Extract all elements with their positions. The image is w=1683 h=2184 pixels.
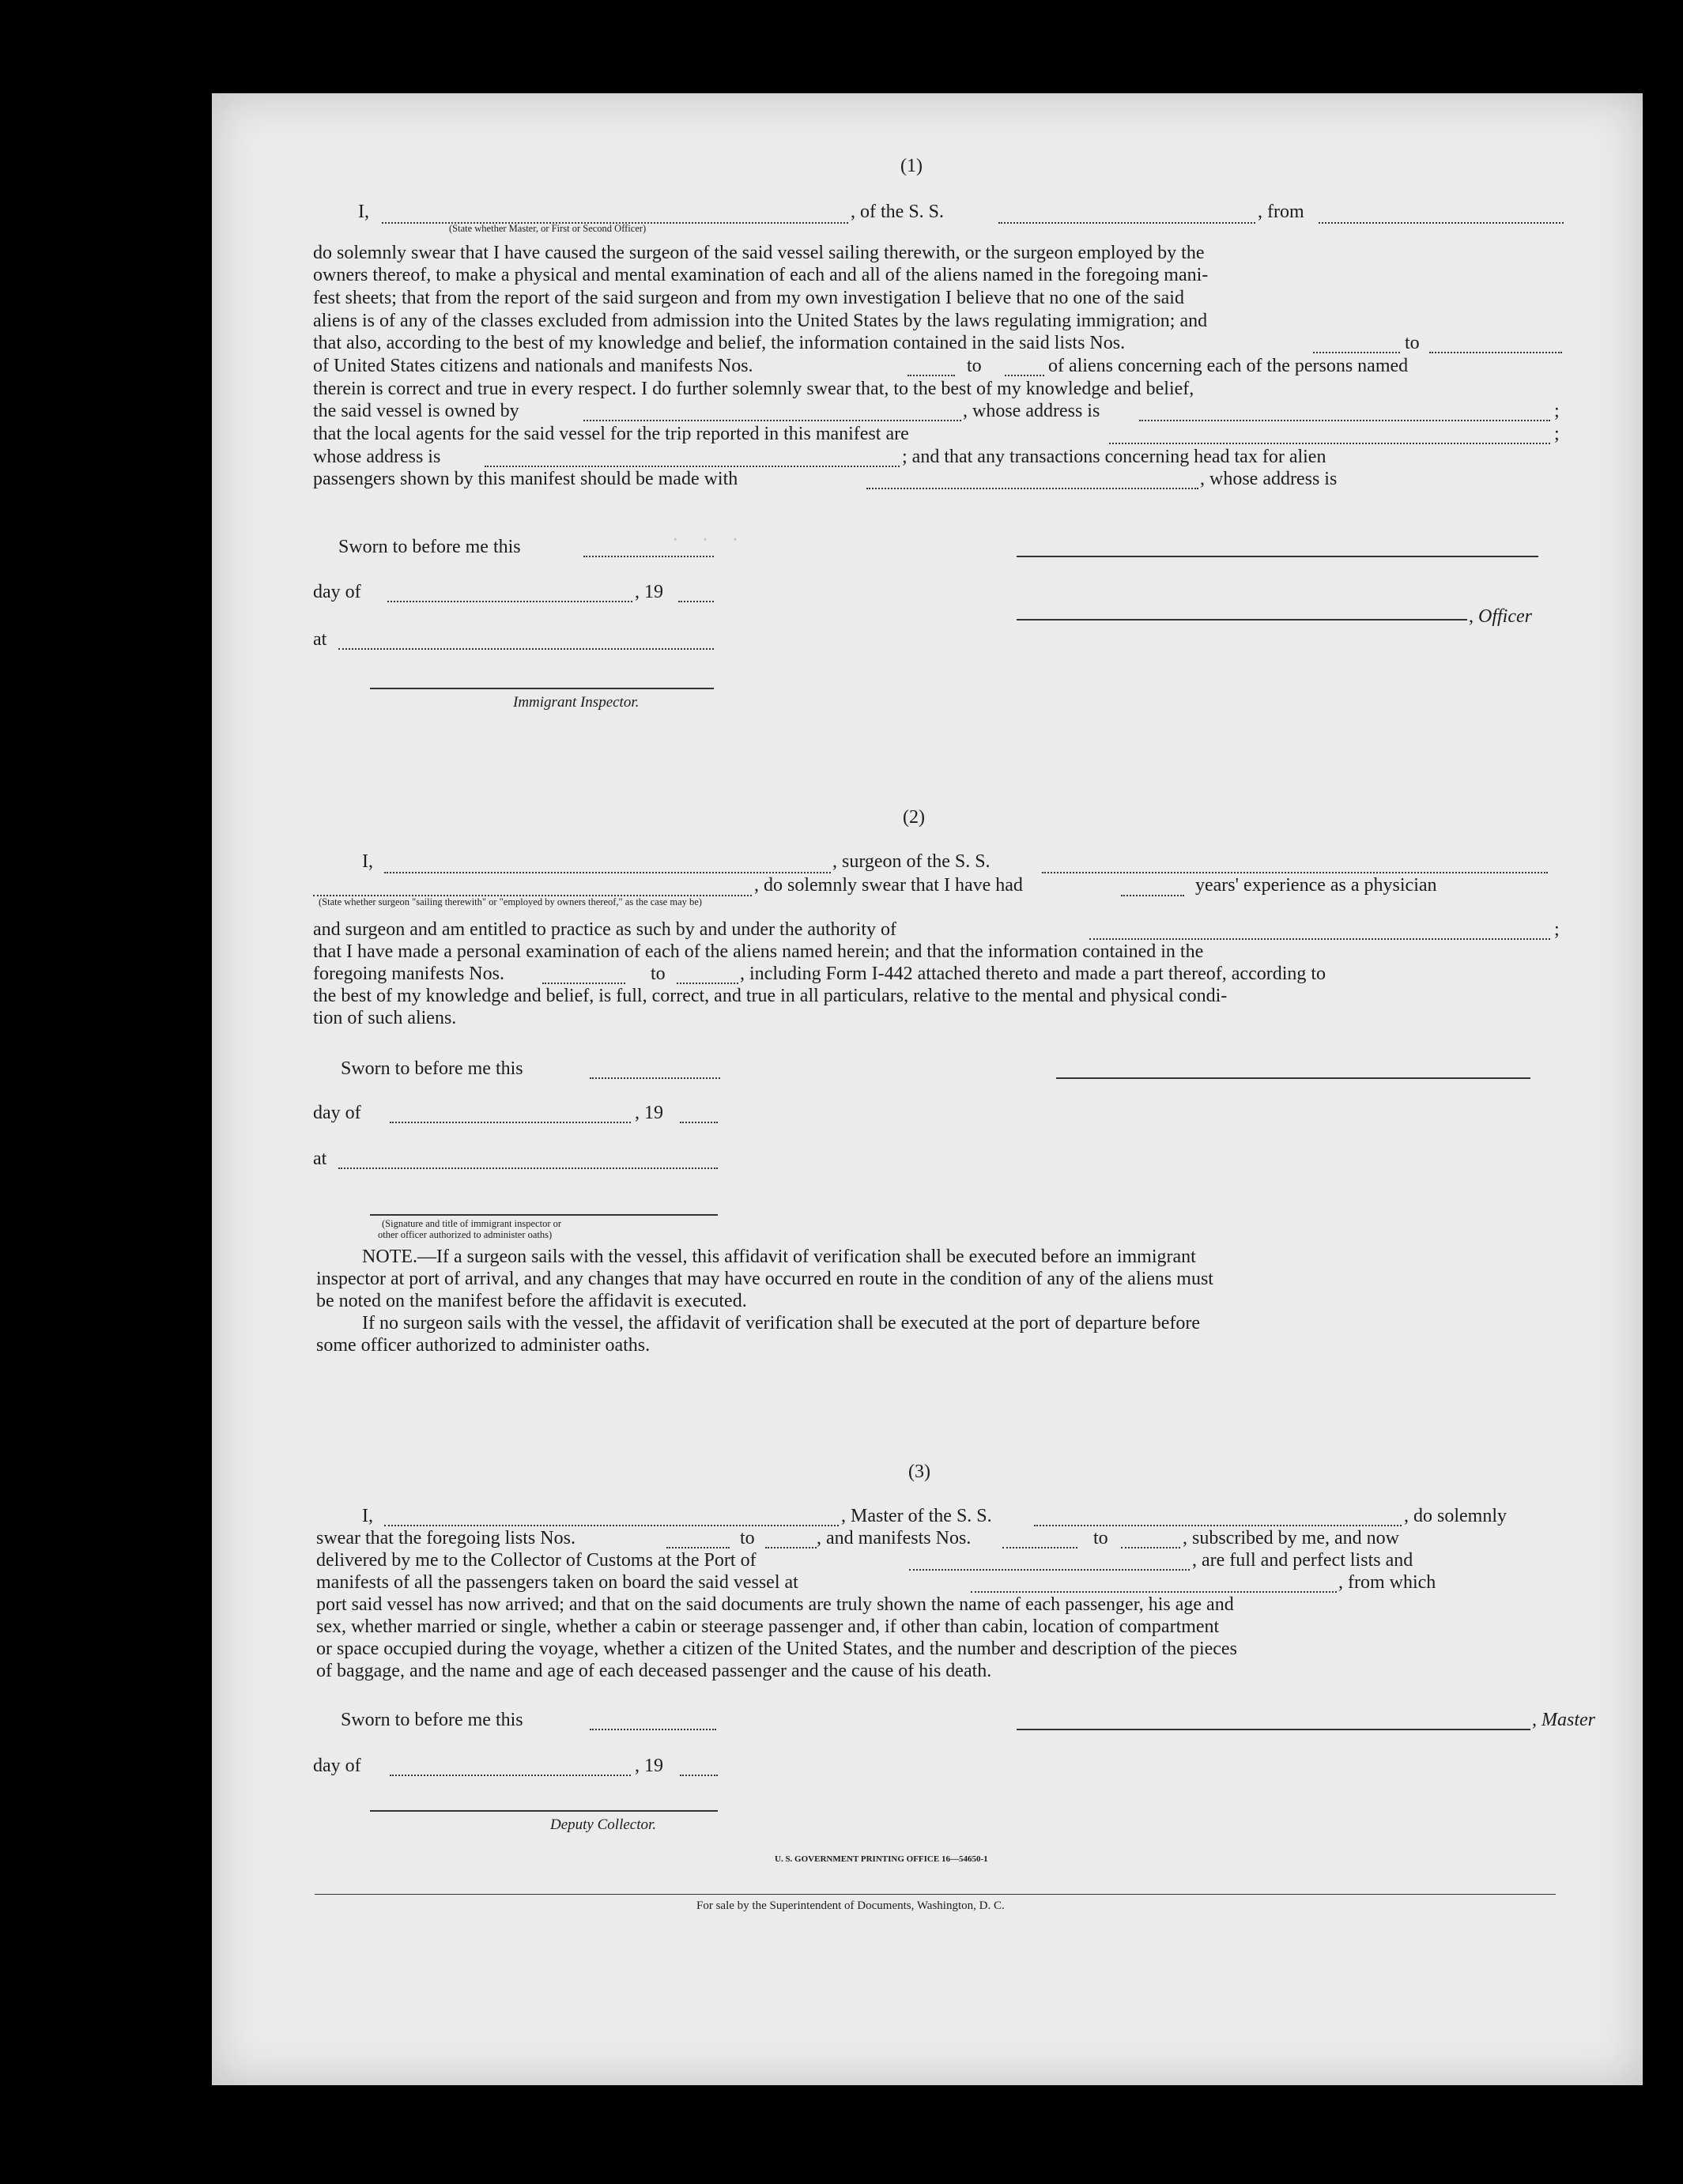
master-line: or space occupied during the voyage, whether a citizen of the United States, and the number and description of the pieces [316,1639,1237,1659]
oath-line: that also, according to the best of my knowledge and belief, the information contained in the said lists Nos. [313,333,1126,353]
oath-line: whose address is [313,447,441,467]
surgeon-line: and surgeon and am entitled to practice as such by and under the authority of [313,919,896,940]
note-line: inspector at port of arrival, and any changes that may have occurred en route in the condition of any of the aliens must [316,1269,1213,1289]
master-label: , Master [1532,1710,1595,1730]
section-3-number: (3) [908,1462,930,1482]
to-label-2: to [651,964,666,984]
oath-line: that the local agents for the said vessel for the trip reported in this manifest are [313,424,909,444]
month-blank-1 [387,601,632,602]
state-note-1: (State whether Master, or First or Second Officer) [449,223,647,234]
officer-signature-line-2 [370,1214,718,1216]
manifest-page [212,93,1643,2085]
year-label-1: , 19 [635,582,663,602]
section-1-i: I, [358,202,369,222]
owner-blank [583,420,961,421]
of-ss-label: , of the S. S. [851,202,945,222]
semicolon: ; [1554,424,1560,444]
sworn-day-blank-3 [590,1729,716,1730]
month-blank-3 [390,1775,631,1776]
manifests-to-blank-3 [1121,1547,1180,1548]
day-of-label-2: day of [313,1103,361,1123]
to-label: to [967,356,982,376]
sale-notice: For sale by the Superintendent of Documents, Washington, D. C. [696,1899,1005,1912]
oath-line: aliens is of any of the classes excluded from admission into the United States by the laws regulating immigration; and [313,311,1208,331]
lists-from-blank [1313,352,1400,353]
note-line: some officer authorized to administer oaths. [316,1335,651,1356]
embark-port-blank [971,1591,1337,1593]
oath-line: passengers shown by this manifest should be made with [313,469,738,489]
year-blank-1 [678,601,714,602]
gpo-imprint: U. S. GOVERNMENT PRINTING OFFICE 16—54650-1 [775,1854,988,1864]
local-agents-blank [1109,443,1550,444]
at-label-1: at [313,629,327,650]
note-line: be noted on the manifest before the affidavit is executed. [316,1291,747,1311]
deputy-collector-label: Deputy Collector. [550,1816,657,1833]
section-2-number: (2) [903,807,925,828]
sworn-day-blank-2 [590,1077,720,1079]
surgeon-of-label: , surgeon of the S. S. [832,851,991,872]
surgeon-name-blank [384,872,831,873]
semicolon: ; [1554,401,1560,421]
master-of-label: , Master of the S. S. [841,1506,992,1526]
lists-from-blank-3 [666,1547,730,1548]
officer-title-line [1017,619,1467,620]
signature-note-2: other officer authorized to administer oaths) [378,1229,553,1240]
to-label-4: to [1093,1528,1108,1548]
note-line: If no surgeon sails with the vessel, the affidavit of verification shall be executed at the port of departure before [362,1313,1201,1333]
day-of-label-3: day of [313,1756,361,1776]
manifests-from-blank [908,375,955,376]
of-aliens-text: of aliens concerning each of the persons named [1048,356,1409,376]
master-line: of baggage, and the name and age of each deceased passenger and the cause of his death. [316,1661,992,1681]
whose-address-end: , whose address is [1200,469,1338,489]
year-blank-3 [680,1775,718,1776]
authority-blank [1089,938,1550,940]
owner-address-blank [1139,420,1550,421]
to-label-3: to [740,1528,755,1548]
and-manifests-label: , and manifests Nos. [817,1528,972,1548]
note-line: NOTE.—If a surgeon sails with the vessel, this affidavit of verification shall be executed before an immigrant [362,1247,1196,1267]
manifests-from-blank-2 [542,983,625,984]
from-port-blank [1319,222,1564,224]
ship-name-blank [998,222,1255,224]
master-line: sex, whether married or single, whether a cabin or steerage passenger and, if other than cabin, location of compartment [316,1616,1220,1637]
sworn-day-blank-1 [583,556,714,557]
subscribed-label: , subscribed by me, and now [1183,1528,1399,1548]
oath-line: the said vessel is owned by [313,401,519,421]
section-2-i: I, [362,851,373,872]
at-label-2: at [313,1149,327,1169]
collector-signature-line [370,1810,718,1812]
lists-to-blank-3 [765,1547,817,1548]
section-3-i: I, [362,1506,373,1526]
port-blank [909,1569,1190,1571]
scan-mark [111,1035,142,1083]
delivered-label: delivered by me to the Collector of Customs at the Port of [316,1550,757,1571]
lists-to-blank [1429,352,1562,353]
officer-label: , Officer [1469,606,1532,627]
officer-signature-line [1017,556,1538,557]
from-which-label: , from which [1338,1572,1436,1593]
oath-line: of United States citizens and nationals and manifests Nos. [313,356,753,376]
master-ship-blank [1034,1525,1402,1526]
signature-note-1: (Signature and title of immigrant inspector or [382,1218,562,1229]
surgeon-line: tion of such aliens. [313,1008,457,1028]
to-label: to [1405,333,1420,353]
oath-line: owners thereof, to make a physical and mental examination of each and all of the aliens named in the foregoing mani- [313,265,1209,285]
sworn-label-1: Sworn to before me this [338,537,521,557]
surgeon-ship-blank [1042,872,1548,873]
oath-line: therein is correct and true in every respect. I do further solemnly swear that, to the best of my knowledge and belief, [313,379,1194,399]
agent-address-blank [485,466,900,467]
month-blank-2 [390,1122,631,1123]
sworn-label-2: Sworn to before me this [341,1058,523,1079]
master-line: port said vessel has now arrived; and that on the said documents are truly shown the name of each passenger, his age and [316,1594,1234,1615]
section-1-number: (1) [900,156,923,176]
at-place-blank-2 [338,1167,718,1169]
witness-signature-line [1056,1077,1530,1079]
day-of-label-1: day of [313,582,361,602]
sworn-label-3: Sworn to before me this [341,1710,523,1730]
whose-address-label: , whose address is [963,401,1100,421]
year-blank-2 [680,1122,718,1123]
do-solemnly-label: , do solemnly [1404,1506,1507,1526]
state-note-2: (State whether surgeon "sailing therewith" or "employed by owners thereof," as the case may be) [319,896,702,907]
at-place-blank-1 [338,648,714,650]
footer-rule [315,1894,1556,1895]
surgeon-line: the best of my knowledge and belief, is full, correct, and true in all particulars, relative to the mental and physical condi- [313,986,1228,1006]
manifests-from-blank-3 [1002,1547,1077,1548]
bleed-through: . . . [670,528,741,546]
year-label-3: , 19 [635,1756,663,1776]
master-signature-line [1017,1729,1530,1730]
year-label-2: , 19 [635,1103,663,1123]
inspector-label: Immigrant Inspector. [513,694,640,711]
swear-lists-label: swear that the foregoing lists Nos. [316,1528,575,1548]
years-exp-label: years' experience as a physician [1195,875,1437,896]
oath-line: do solemnly swear that I have caused the surgeon of the said vessel sailing therewith, or the surgeon employed by the [313,243,1205,263]
master-name-blank [384,1525,839,1526]
surgeon-line: that I have made a personal examination of each of the aliens named herein; and that the information contained in the [313,941,1204,962]
are-full-label: , are full and perfect lists and [1192,1550,1413,1571]
manifests-to-blank [1005,375,1044,376]
head-tax-agent-blank [866,488,1198,489]
solemnly-swear-label: , do solemnly swear that I have had [754,875,1023,896]
years-blank [1121,895,1184,896]
form-i442-text: , including Form I-442 attached thereto and made a part thereof, according to [740,964,1326,984]
head-tax-text: ; and that any transactions concerning head tax for alien [902,447,1326,467]
surgeon-line: foregoing manifests Nos. [313,964,504,984]
manifests-of-label: manifests of all the passengers taken on board the said vessel at [316,1572,798,1593]
semicolon: ; [1554,919,1560,940]
manifests-to-blank-2 [677,983,738,984]
oath-line: fest sheets; that from the report of the said surgeon and from my own investigation I believe that no one of the said [313,288,1184,308]
inspector-signature-line [370,688,714,689]
from-label: , from [1258,202,1304,222]
